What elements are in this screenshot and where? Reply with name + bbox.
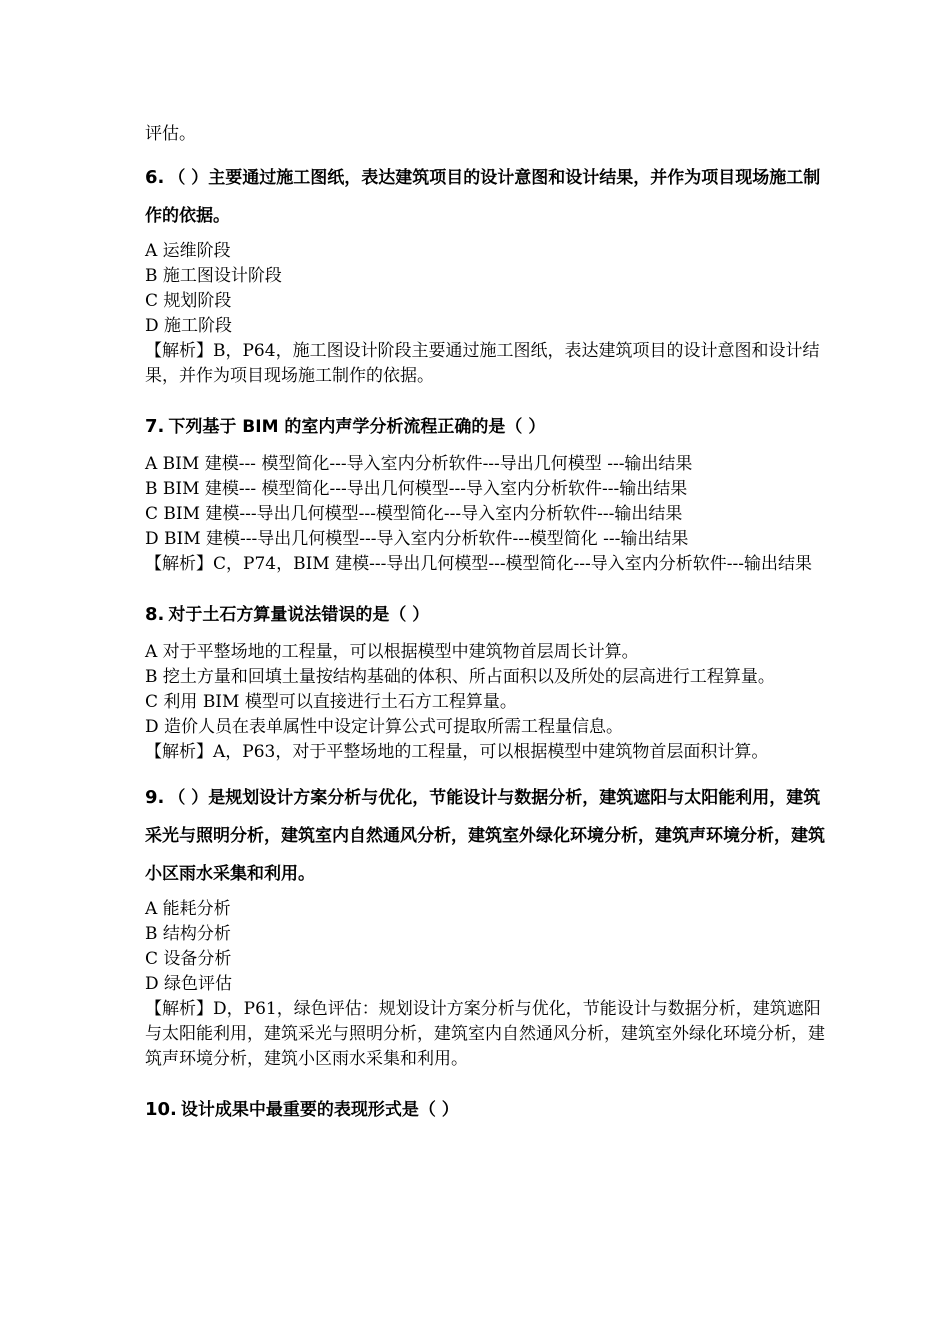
analysis: 【解析】B，P64，施工图设计阶段主要通过施工图纸，表达建筑项目的设计意图和设计结果，并作为项目现场施工制作的依据。 (145, 341, 820, 386)
option-c: C 设备分析 (145, 949, 232, 969)
option-b: B 结构分析 (145, 924, 231, 944)
question-text: 下列基于 BIM 的室内声学分析流程正确的是（ ） (168, 417, 546, 437)
question-8-options (145, 640, 825, 765)
option-d: D 造价人员在表单属性中设定计算公式可提取所需工程量信息。 (145, 717, 624, 737)
document-page (145, 122, 825, 1135)
analysis: 【解析】C，P74，BIM 建模---导出几何模型---模型简化---导入室内分析软件---输出结果 (145, 554, 813, 574)
option-a: A 能耗分析 (145, 899, 231, 919)
question-7-options (145, 452, 825, 577)
question-number: 7. (145, 416, 165, 437)
question-6-stem (145, 159, 825, 235)
analysis: 【解析】A，P63，对于平整场地的工程量，可以根据模型中建筑物首层面积计算。 (145, 742, 769, 762)
question-10-stem (145, 1097, 825, 1123)
question-6-options (145, 239, 825, 389)
option-c: C 规划阶段 (145, 291, 232, 311)
question-text: 对于土石方算量说法错误的是（ ） (168, 605, 430, 625)
option-c: C 利用 BIM 模型可以直接进行土石方工程算量。 (145, 692, 517, 712)
question-number: 6. (145, 167, 165, 188)
question-text: （ ）是规划设计方案分析与优化，节能设计与数据分析，建筑遮阳与太阳能利用，建筑采光与照明分析，建筑室内自然通风分析，建筑室外绿化环境分析，建筑声环境分析，建筑小区雨水采集和利用。 (145, 788, 825, 884)
option-d: D 绿色评估 (145, 974, 233, 994)
question-9-options (145, 897, 825, 1072)
question-text: （ ）主要通过施工图纸，表达建筑项目的设计意图和设计结果，并作为项目现场施工制作的依据。 (145, 168, 821, 226)
question-9-stem (145, 779, 825, 893)
option-a: A 对于平整场地的工程量，可以根据模型中建筑物首层周长计算。 (145, 642, 639, 662)
question-number: 10. (145, 1099, 177, 1120)
option-b: B 施工图设计阶段 (145, 266, 282, 286)
option-d: D 施工阶段 (145, 316, 233, 336)
option-b: B 挖土方量和回填土量按结构基础的体积、所占面积以及所处的层高进行工程算量。 (145, 667, 775, 687)
option-d: D BIM 建模---导出几何模型---导入室内分析软件---模型简化 ---输出结果 (145, 529, 689, 549)
analysis: 【解析】D，P61，绿色评估：规划设计方案分析与优化，节能设计与数据分析，建筑遮阳与太阳能利用，建筑采光与照明分析，建筑室内自然通风分析，建筑室外绿化环境分析，建筑声环境分析，建筑小区雨水采集和利用。 (145, 999, 825, 1069)
question-text: 设计成果中最重要的表现形式是（ ） (180, 1100, 459, 1120)
question-7-stem (145, 414, 825, 440)
question-number: 8. (145, 604, 165, 625)
option-a: A 运维阶段 (145, 241, 231, 261)
option-c: C BIM 建模---导出几何模型---模型简化---导入室内分析软件---输出结果 (145, 504, 683, 524)
option-a: A BIM 建模--- 模型简化---导入室内分析软件---导出几何模型 ---输出结果 (145, 454, 693, 474)
question-8-stem (145, 602, 825, 628)
option-b: B BIM 建模--- 模型简化---导出几何模型---导入室内分析软件---输出结果 (145, 479, 688, 499)
question-number: 9. (145, 787, 165, 808)
intro-line: 评估。 (145, 124, 196, 144)
